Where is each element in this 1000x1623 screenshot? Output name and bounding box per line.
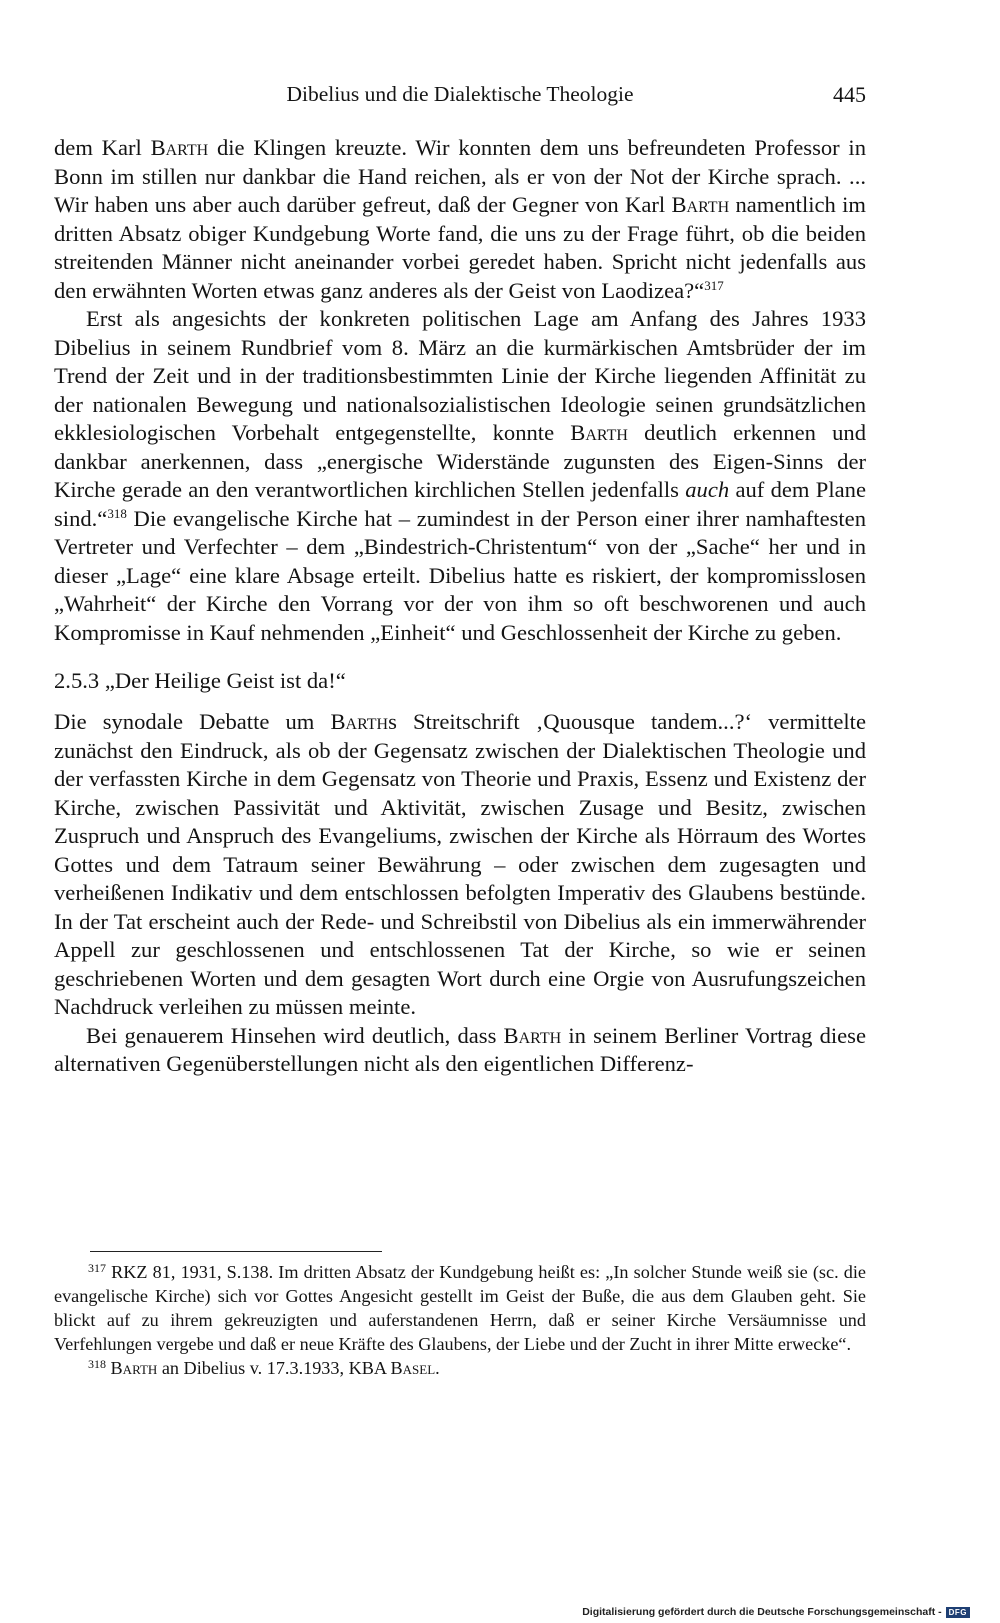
paragraph-1: dem Karl Barth die Klingen kreuzte. Wir konnten dem uns befreundeten Professor in Bonn im stillen nur dankbar die Hand reichen, als er von der Not der Kirche sprach. ... Wir haben uns aber auch darüber gefreut, daß der Gegner von Karl Barth namentlich im dritten Absatz obiger Kundgebung Worte fand, die uns zu der Frage führt, ob die beiden streitenden Männer nicht aneinander vorbei geredet haben. Spricht nicht jedenfalls aus den erwähnten Worten etwas ganz anderes als der Geist von Laodizea?“$^{317}$ [54, 135, 867, 303]
section-heading: 2.5.3 „Der Heilige Geist ist da!“ [54, 668, 346, 693]
footnotes [54, 1260, 866, 1380]
footnote-ref-318: 318 [107, 505, 127, 521]
name-barth: Barth [503, 1022, 562, 1048]
footnote-number: 317 [88, 1261, 106, 1275]
footnote-number: 318 [88, 1357, 106, 1371]
paragraph-2: Erst als angesichts der konkreten politischen Lage am Anfang des Jahres 1933 Dibelius in seinem Rundbrief vom 8. März an die kurmärkischen Amtsbrüder der im Trend der Zeit und in der traditionsbestimmten Linie der Kirche liegenden Affinität zu der nationalen Bewegung und nationalsozialistischen Ideologie seinen grundsätzlichen ekklesiologischen Vorbehalt entgegenstellte, konnte Barth deutlich erkennen und dankbar anerkennen, dass „energische Widerstände zugunsten des Eigen-Sinns der Kirche gerade an den verantwortlichen kirchlichen Stellen jedenfalls auch auf dem Plane sind.“$^{318}$ Die evangelische Kirche hat – zumindest in der Person einer ihrer namhaftesten Vertreter und Verfechter – dem „Bindestrich-Christentum“ von der „Sache“ her und in dieser „Lage“ eine klare Absage erteilt. Dibelius hatte es riskiert, der kompromisslosen „Wahrheit“ der Kirche den Vorrang vor der von ihm so oft beschworenen und auch Kompromisse in Kauf nehmenden „Einheit“ und Geschlossenheit der Kirche zu geben. [54, 306, 866, 645]
digitization-credit [582, 1605, 970, 1619]
main-text [54, 134, 866, 1079]
name-barth: Barth [330, 709, 389, 734]
paragraph-3: Die synodale Debatte um Barths Streitschrift ‚Quousque tandem...?‘ vermittelte zunächst den Eindruck, als ob der Gegensatz zwischen der Dialektischen Theologie und der verfassten Kirche in dem Gegensatz von Theorie und Praxis, Essenz und Existenz der Kirche, zwischen Passivität und Aktivität, zwischen Zusage und Besitz, zwischen Zuspruch und Anspruch des Evangeliums, zwischen der Kirche als Hörraum des Wortes Gottes und dem Tatraum seiner Bewährung – oder zwischen dem zugesagten und verheißenen Indikativ und dem entschlossen befolgten Imperativ des Glaubens bestünde. In der Tat erscheint auch der Rede- und Schreibstil von Dibelius als ein immerwährender Appell zur geschlossenen und entschlossenen Tat der Kirche, so wie er seinen geschriebenen Worten und dem gesagten Wort durch eine Orgie von Ausrufungszeichen Nachdruck verleihen zu müssen meinte. [54, 709, 866, 1019]
footnote-ref-317: 317 [704, 277, 724, 293]
name-barth: Barth [671, 192, 730, 217]
footnote-317: $^{317}$ RKZ 81, 1931, S.138. Im dritten Absatz der Kundgebung heißt es: „In solcher Stunde weiß sie (sc. die evangelische Kirche) sich vor Gottes Angesicht gestellt im Geist der Buße, die aus dem Glauben geht. Sie blickt auf zu ihrem gekreuzigten und auferstandenen Herrn, daß er seiner Kirche Versäumnisse und Verfehlungen vergebe und daß er neue Kräfte des Glaubens, der Liebe und der Zucht in ihrer Mitte erwecke“. [54, 1261, 866, 1354]
name-barth: Barth [150, 135, 209, 160]
running-title: Dibelius und die Dialektische Theologie [286, 82, 634, 106]
page-header [54, 82, 866, 116]
credit-text: Digitalisierung gefördert durch die Deutsche Forschungsgemeinschaft - [582, 1606, 942, 1618]
dfg-logo-icon: DFG [946, 1607, 970, 1618]
emphasis-auch: auch [685, 477, 730, 502]
name-barth: Barth [570, 420, 628, 445]
footnote-318: $^{318}$ Barth an Dibelius v. 17.3.1933, KBA Basel. [88, 1357, 440, 1378]
paragraph-4: Bei genauerem Hinsehen wird deutlich, dass Barth in seinem Berliner Vortrag diese alternativen Gegenüberstellungen nicht als den eigentlichen Differenz- [54, 1022, 866, 1076]
footnote-divider [90, 1251, 382, 1252]
page-number: 445 [833, 82, 866, 107]
